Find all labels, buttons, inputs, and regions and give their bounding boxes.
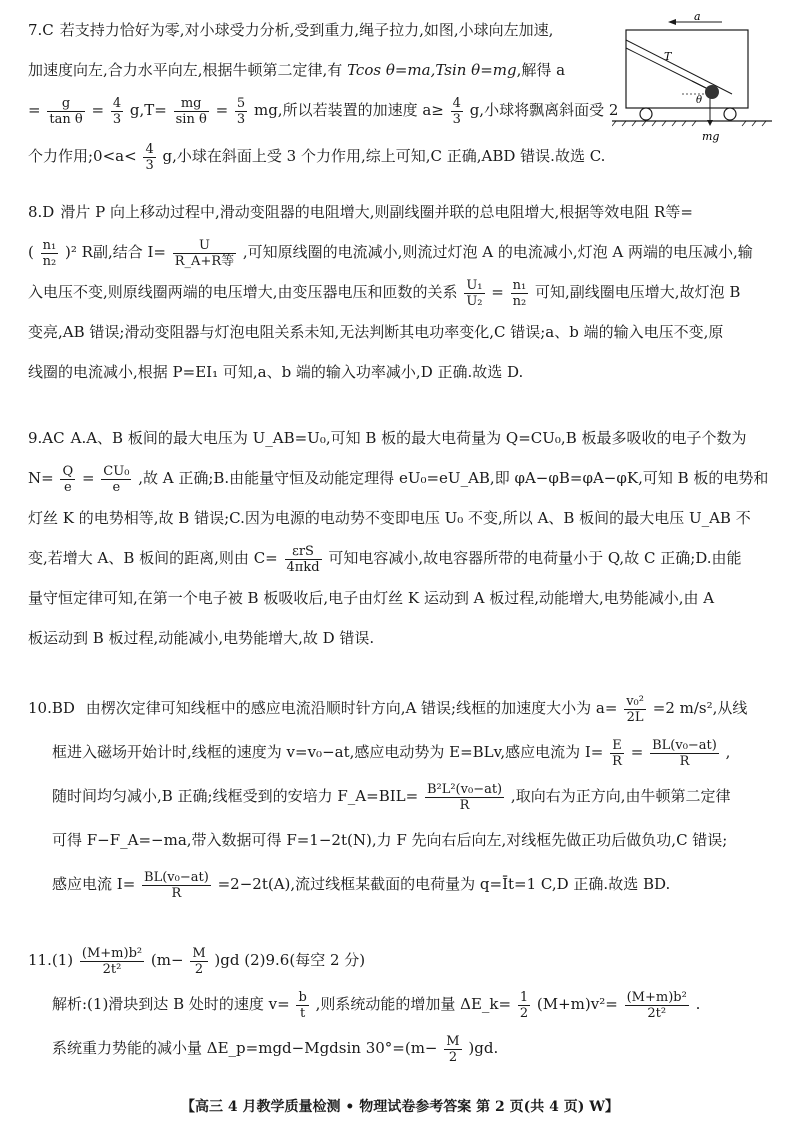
q9-line-2: N= $\frac{Q}{e}$ = $\frac{\text{CU₀}}{e}$ ,故 A 正确;B.由能量守恒及动能定理得 eU₀=eU_AB,即 φA−φB=φA−φK,可知 B 板的电势和: [28, 463, 769, 495]
fraction: $\frac{4}{3}$: [112, 95, 122, 127]
q8-line-2: ( $\frac{\text{n₁}}{\text{n₂}}$ )² R副,结合 I= $\frac{U}{\text{R\_A+R等}}$ ,可知原线圈的电流减小,则流过灯泡 A 的电流减小,灯泡 A 两端的电压减小,输: [28, 237, 753, 269]
fraction: $\frac{\text{BL(v₀−at)}}{R}$: [144, 869, 209, 901]
q8-number: 8.D: [28, 203, 55, 221]
fraction: $\frac{b}{t}$: [298, 989, 307, 1021]
q7-line-1: 7.C 若支持力恰好为零,对小球受力分析,受到重力,绳子拉力,如图,小球向左加速,: [28, 21, 554, 39]
q7-diagram: [612, 14, 772, 146]
fraction: $\frac{4}{3}$: [145, 141, 154, 173]
q8-line-3: 入电压不变,则原线圈两端的电压增大,由变压器电压和匝数的关系 $\frac{\text{U₁}}{\text{U₂}}$ = $\frac{\text{n₁}}{\text{n₂}}$ 可知,副线圈电压增大,故灯泡 B: [28, 277, 741, 309]
wheel-right: [724, 108, 736, 120]
tension-label: T: [664, 50, 672, 63]
fraction: $\frac{\text{U₁}}{\text{U₂}}$: [466, 277, 483, 309]
fraction: $\frac{\text{n₁}}{\text{n₂}}$: [42, 237, 57, 269]
accel-label: a: [694, 14, 701, 23]
ground-hatching: [612, 121, 766, 126]
cart-box: [626, 30, 748, 108]
fraction: $\frac{U}{\text{R\_A+R等}}$: [174, 237, 235, 269]
q10-line-4: 可得 F−F_A=−ma,带入数据可得 F=1−2t(N),力 F 先向右后向左,对线框先做正功后做负功,C 错误;: [52, 831, 728, 849]
question-9: [28, 418, 773, 658]
theta-label: θ: [696, 95, 703, 106]
question-10: [28, 686, 773, 906]
fraction: $\frac{\text{BL(v₀−at)}}{R}$: [652, 737, 717, 769]
q7-line-4: 个力作用;0<a< $\frac{4}{3}$ g,小球在斜面上受 3 个力作用,综上可知,C 正确,ABD 错误.故选 C.: [28, 141, 606, 173]
q9-line-3: 灯丝 K 的电势相等,故 B 错误;C.因为电源的电动势不变即电压 U₀ 不变,所以 A、B 板间的最大电压 U_AB 不: [28, 509, 751, 527]
q10-number: 10.BD: [28, 699, 75, 717]
arrow-head-icon: [668, 19, 676, 25]
incline-line: [626, 40, 732, 94]
ball: [705, 85, 719, 99]
fraction: $\frac{g}{\text{tan θ}}$: [49, 95, 83, 127]
fraction: $\frac{\text{n₁}}{\text{n₂}}$: [512, 277, 527, 309]
question-8: [28, 192, 773, 392]
page-footer: 【高三 4 月教学质量检测 • 物理试卷参考答案 第 2 页(共 4 页) W】: [181, 1099, 619, 1115]
fraction: $\frac{4}{3}$: [452, 95, 461, 127]
fraction: $\frac{E}{R}$: [612, 737, 622, 769]
fraction: $\frac{\text{εrS}}{\text{4πkd}}$: [286, 543, 320, 575]
q11-line-3: 系统重力势能的减小量 ΔE_p=mgd−Mgdsin 30°=(m− $\frac{M}{2}$ )gd.: [52, 1033, 499, 1065]
q9-line-1: 9.AC A.A、B 板间的最大电压为 U_AB=U₀,可知 B 板的最大电荷量为 Q=CU₀,B 板最多吸收的电子个数为: [28, 429, 747, 447]
wheel-left: [640, 108, 652, 120]
fraction: $\frac{M}{2}$: [446, 1033, 460, 1065]
fraction: $\frac{\text{(M+m)b²}}{\text{2t²}}$: [81, 945, 143, 977]
q8-line-1: 8.D 滑片 P 向上移动过程中,滑动变阻器的电阻增大,则副线圈并联的总电阻增大,根据等效电阻 R等=: [28, 203, 693, 221]
q9-number: 9.AC: [28, 429, 65, 447]
fraction: $\frac{M}{2}$: [192, 945, 206, 977]
q9-line-6: 板运动到 B 板过程,动能减小,电势能增大,故 D 错误.: [28, 629, 375, 647]
q7-line-3: = $\frac{g}{\text{tan θ}}$ = $\frac{4}{3}$ g,T= $\frac{mg}{\text{sin θ}}$ = $\frac{5}{3}$ mg,所以若装置的加速度 a≥ $\frac{4}{3}$ g,小球将飘离斜面受 2: [28, 95, 619, 127]
q8-line-4: 变亮,AB 错误;滑动变阻器与灯泡电阻关系未知,无法判断其电功率变化,C 错误;a、b 端的输入电压不变,原: [28, 323, 724, 341]
q7-number: 7.C: [28, 21, 54, 39]
q11-line-1: 11.(1) $\frac{\text{(M+m)b²}}{\text{2t²}}$ (m− $\frac{M}{2}$ )gd (2)9.6(每空 2 分): [28, 945, 366, 977]
q10-line-3: 随时间均匀减小,B 正确;线框受到的安培力 F_A=BIL= $\frac{\text{B²L²(v₀−at)}}{R}$ ,取向右为正方向,由牛顿第二定律: [52, 781, 731, 813]
q9-line-5: 量守恒定律可知,在第一个电子被 B 板吸收后,电子由灯丝 K 运动到 A 板过程,动能增大,电势能减小,由 A: [28, 589, 715, 607]
q10-line-1: 10.BD 由楞次定律可知线框中的感应电流沿顺时针方向,A 错误;线框的加速度大小为 a= $\frac{\text{v₀²}}{2L}$ =2 m/s²,从线: [28, 693, 748, 725]
fraction: $\frac{\text{B²L²(v₀−at)}}{R}$: [426, 781, 503, 813]
fraction: $\frac{1}{2}$: [519, 989, 529, 1021]
q7-line-2: 加速度向左,合力水平向左,根据牛顿第二定律,有 Tcos θ=ma,Tsin θ=mg,解得 a: [28, 61, 566, 79]
fraction: $\frac{mg}{\text{sin θ}}$: [175, 95, 207, 127]
fraction: $\frac{\text{CU₀}}{e}$: [103, 463, 130, 495]
fraction: $\frac{Q}{e}$: [62, 463, 74, 495]
q11-line-2: 解析:(1)滑块到达 B 处时的速度 v= $\frac{b}{t}$ ,则系统动能的增加量 ΔE_k= $\frac{1}{2}$ (M+m)v²= $\frac{\text{(M+m)b²}}{\text{2t²}}$ .: [52, 989, 701, 1021]
fraction: $\frac{5}{3}$: [236, 95, 246, 127]
fraction: $\frac{\text{v₀²}}{2L}$: [626, 693, 644, 725]
q8-line-5: 线圈的电流减小,根据 P=EI₁ 可知,a、b 端的输入功率减小,D 正确.故选 D.: [28, 363, 524, 381]
q10-line-5: 感应电流 I= $\frac{\text{BL(v₀−at)}}{R}$ =2−2t(A),流过线框某截面的电荷量为 q=Īt=1 C,D 正确.故选 BD.: [52, 869, 671, 901]
question-11: [28, 938, 773, 1070]
q9-line-4: 变,若增大 A、B 板间的距离,则由 C= $\frac{\text{εrS}}{\text{4πkd}}$ 可知电容减小,故电容器所带的电荷量小于 Q,故 C 正确;D.由能: [28, 543, 742, 575]
fraction: $\frac{\text{(M+m)b²}}{\text{2t²}}$: [626, 989, 687, 1021]
q10-line-2: 框进入磁场开始计时,线框的速度为 v=v₀−at,感应电动势为 E=BLv,感应电流为 I= $\frac{E}{R}$ = $\frac{\text{BL(v₀−at)}}{R}$ ,: [52, 737, 731, 769]
gravity-label: mg: [702, 130, 720, 143]
